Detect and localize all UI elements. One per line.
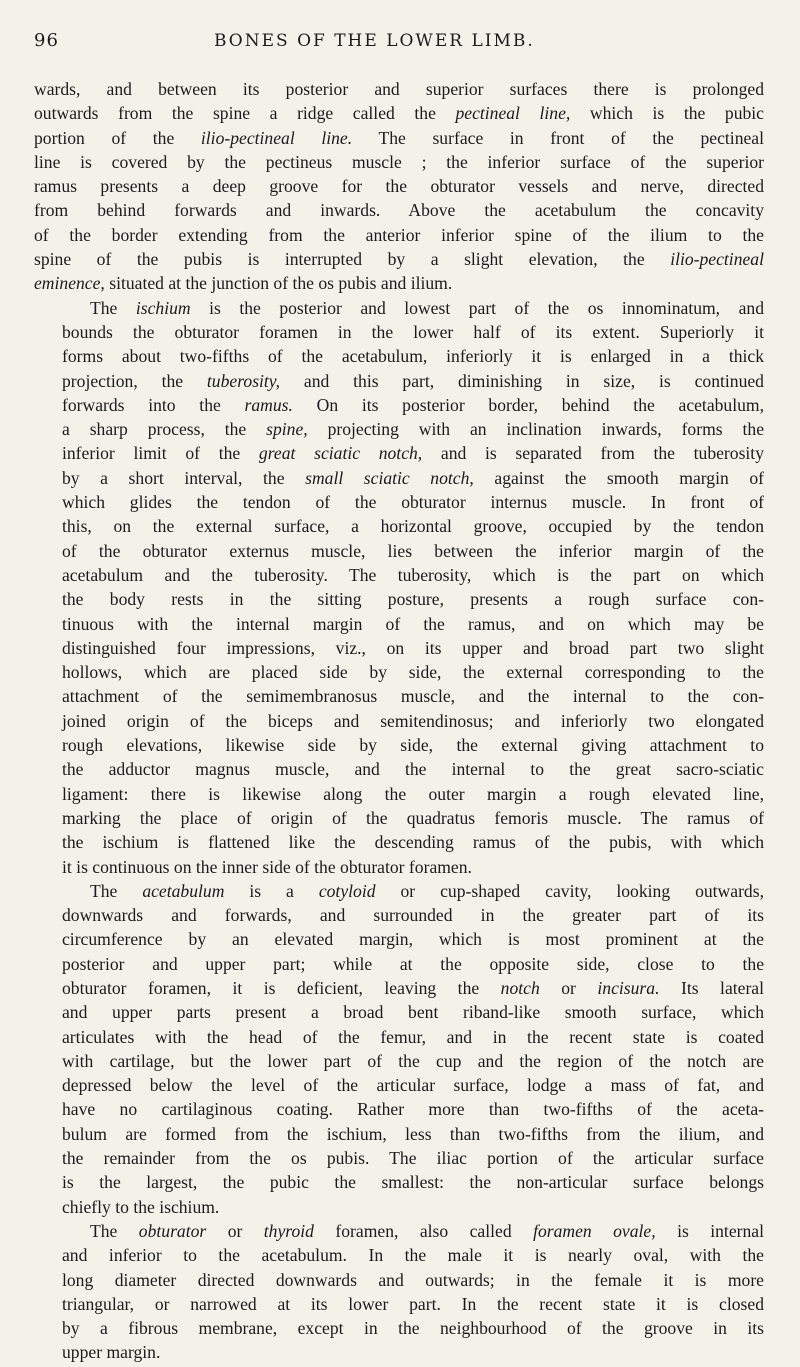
text-line: distinguished four impressions, viz., on its upper and broad part two slight [62,637,764,658]
page-header [34,30,764,51]
paragraph [34,879,764,1219]
italic-term: cotyloid [318,880,376,901]
text-line: bulum are formed from the ischium, less than two-fifths from the ilium, and [62,1123,764,1144]
paragraph [34,1219,764,1365]
italic-term: ilio-pectineal [670,249,764,270]
text-line: rough elevations, likewise side by side, the external giving attachment to [62,735,764,756]
text-line: outwards from the spine a ridge called the pectineal line, which is the pubic [34,103,764,124]
text-line: by a short interval, the small sciatic notch, against the smooth margin of [62,467,765,488]
italic-term: obturator [138,1220,207,1241]
text-line: The obturator or thyroid foramen, also called foramen ovale, is internal [90,1220,764,1241]
text-line: ramus presents a deep groove for the obturator vessels and nerve, directed [34,176,764,197]
text-line: line is covered by the pectineus muscle ; the inferior surface of the superior [34,151,764,172]
italic-term: ilio-pectineal line. [200,127,353,148]
italic-term: ramus. [244,394,293,415]
text-line: upper margin. [62,1342,161,1363]
text-line: from behind forwards and inwards. Above the acetabulum the concavity [34,200,764,221]
text-line: is the largest, the pubic the smallest: the non-articular surface belongs [62,1172,764,1193]
italic-term: incisura. [597,977,660,998]
text-line: articulates with the head of the femur, and in the recent state is coated [62,1026,764,1047]
text-line: with cartilage, but the lower part of the cup and the region of the notch are [62,1050,764,1071]
italic-term: thyroid [263,1220,314,1241]
text-line: the remainder from the os pubis. The iliac portion of the articular surface [62,1148,764,1169]
italic-term: eminence, [34,273,105,294]
text-line: marking the place of origin of the quadratus femoris muscle. The ramus of [62,807,764,828]
italic-term: great sciatic notch, [258,443,423,464]
text-line: the body rests in the sitting posture, presents a rough surface con- [62,589,764,610]
italic-term: pectineal line, [455,103,571,124]
text-line: a sharp process, the spine, projecting with an inclination inwards, forms the [62,419,765,440]
text-line: portion of the ilio-pectineal line. The surface in front of the pectineal [34,127,765,148]
running-head: BONES OF THE LOWER LIMB. [214,31,535,51]
text-line: this, on the external surface, a horizontal groove, occupied by the tendon [62,516,764,537]
body-text [34,77,764,1365]
text-line: posterior and upper part; while at the opposite side, close to the [62,953,764,974]
italic-term: tuberosity, [206,370,281,391]
text-line: tinuous with the internal margin of the ramus, and on which may be [62,613,764,634]
text-line: inferior limit of the great sciatic notch, and is separated from the tuberosity [62,443,764,464]
text-line: circumference by an elevated margin, which is most prominent at the [62,929,764,950]
text-line: by a fibrous membrane, except in the neighbourhood of the groove in its [62,1318,764,1339]
italic-term: notch [500,977,540,998]
text-line: triangular, or narrowed at its lower part. In the recent state it is closed [62,1293,764,1314]
text-line: acetabulum and the tuberosity. The tuberosity, which is the part on which [62,564,764,585]
text-line: the ischium is flattened like the descending ramus of the pubis, with which [62,832,764,853]
text-line: forms about two-fifths of the acetabulum, inferiorly it is enlarged in a thick [62,346,764,367]
text-line: have no cartilaginous coating. Rather more than two-fifths of the aceta- [62,1099,764,1120]
text-line: spine of the pubis is interrupted by a slight elevation, the ilio-pectineal [34,249,764,270]
text-line: depressed below the level of the articular surface, lodge a mass of fat, and [62,1075,764,1096]
text-line: eminence, situated at the junction of the os pubis and ilium. [34,273,453,294]
text-line: long diameter directed downwards and outwards; in the female it is more [62,1269,764,1290]
paragraph [34,296,764,879]
text-line: ligament: there is likewise along the outer margin a rough elevated line, [62,783,764,804]
italic-term: spine, [266,419,308,440]
text-line: hollows, which are placed side by side, the external corresponding to the [62,662,764,683]
text-line: chiefly to the ischium. [62,1196,220,1217]
text-line: of the obturator externus muscle, lies between the inferior margin of the [62,540,764,561]
text-line: The acetabulum is a cotyloid or cup-shaped cavity, looking outwards, [90,880,764,901]
paragraph [34,77,764,296]
text-line: of the border extending from the anterior inferior spine of the ilium to the [34,224,764,245]
text-line: which glides the tendon of the obturator internus muscle. In front of [62,492,764,513]
text-line: attachment of the semimembranosus muscle, and the internal to the con- [62,686,764,707]
text-line: obturator foramen, it is deficient, leaving the notch or incisura. Its lateral [62,977,765,998]
text-line: The ischium is the posterior and lowest part of the os innominatum, and [90,297,764,318]
text-line: it is continuous on the inner side of the obturator foramen. [62,856,472,877]
text-line: projection, the tuberosity, and this part, diminishing in size, is continued [62,370,764,391]
text-line: forwards into the ramus. On its posterior border, behind the acetabulum, [62,394,764,415]
italic-term: small sciatic notch, [305,467,474,488]
italic-term: ischium [135,297,191,318]
text-line: downwards and forwards, and surrounded in the greater part of its [62,905,764,926]
italic-term: foramen ovale, [533,1220,656,1241]
italic-term: acetabulum [142,880,225,901]
text-line: joined origin of the biceps and semitendinosus; and inferiorly two elongated [62,710,764,731]
text-line: and upper parts present a broad bent riband-like smooth surface, which [62,1002,764,1023]
text-line: and inferior to the acetabulum. In the male it is nearly oval, with the [62,1245,764,1266]
text-line: the adductor magnus muscle, and the internal to the great sacro-sciatic [62,759,764,780]
page-number: 96 [34,30,59,51]
text-line: wards, and between its posterior and superior surfaces there is prolonged [34,79,764,99]
text-line: bounds the obturator foramen in the lower half of its extent. Superiorly it [62,321,764,342]
